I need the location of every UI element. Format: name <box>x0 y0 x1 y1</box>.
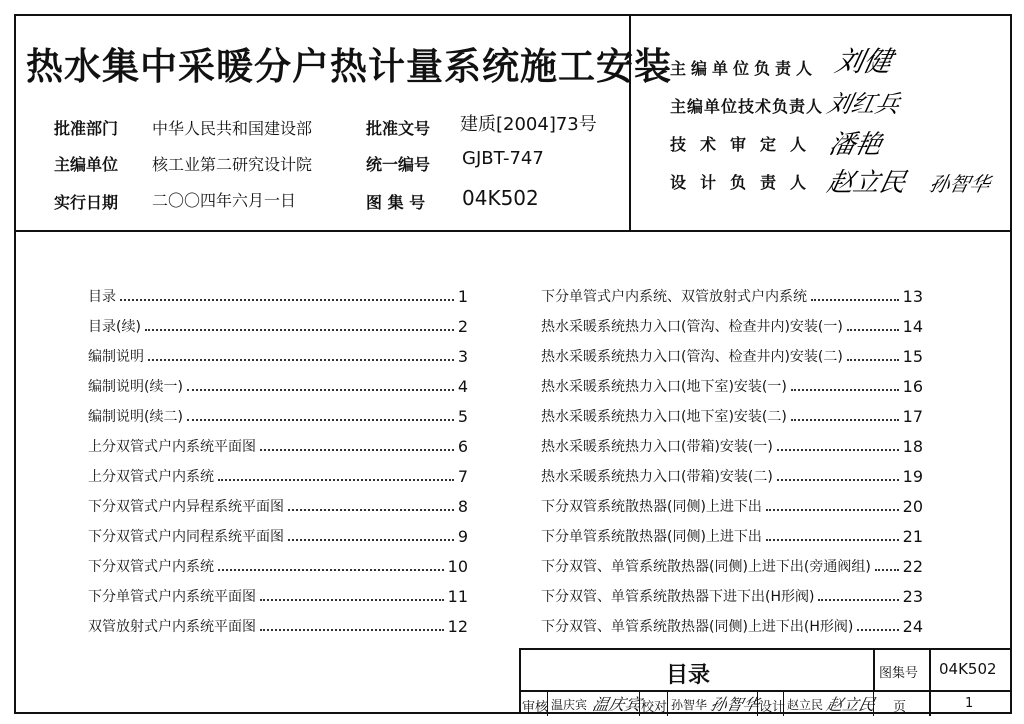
meta-label-editor-unit: 主编单位 <box>54 155 119 174</box>
meta-value-atlas-no: 04K502 <box>462 186 539 210</box>
toc-item[interactable]: 编制说明 3 <box>88 347 468 366</box>
check-name: 孙智华 <box>671 698 708 712</box>
signature-tech-chief: 刘红兵 <box>824 90 903 118</box>
design-name: 赵立民 <box>787 698 824 712</box>
meta-label-effective-date: 实行日期 <box>54 193 119 212</box>
resp-label-design-chief: 设计负责人 <box>670 173 821 192</box>
signature-chief-unit: 刘健 <box>832 45 896 78</box>
toc-item[interactable]: 下分双管式户内异程系统平面图 8 <box>88 497 468 516</box>
toc-item[interactable]: 目录 1 <box>88 287 468 306</box>
meta-value-approver: 中华人民共和国建设部 <box>152 119 313 138</box>
toc-item[interactable]: 下分双管、单管系统散热器(同侧)上进下出(H形阀) 24 <box>541 617 923 636</box>
design-label: 设计 <box>759 700 786 715</box>
atlas-title: 热水集中采暖分户热计量系统施工安装 <box>26 45 672 88</box>
review-label: 审核 <box>522 700 549 715</box>
toc-item[interactable]: 热水采暖系统热力入口(管沟、检查井内)安装(一) 14 <box>541 317 923 336</box>
toc-item[interactable]: 下分双管式户内系统 10 <box>88 557 468 576</box>
toc-item[interactable]: 双管放射式户内系统平面图 12 <box>88 617 468 636</box>
review-signature: 温庆宾 <box>590 695 643 714</box>
meta-label-atlas-no: 图 集 号 <box>366 193 426 212</box>
check-signature: 孙智华 <box>708 695 761 714</box>
page-label: 页 <box>893 700 907 715</box>
toc-item[interactable]: 上分双管式户内系统 7 <box>88 467 468 486</box>
signature-design-chief: 赵立民 <box>824 168 909 198</box>
toc-item[interactable]: 热水采暖系统热力入口(地下室)安装(一) 16 <box>541 377 923 396</box>
toc-item[interactable]: 热水采暖系统热力入口(带箱)安装(一) 18 <box>541 437 923 456</box>
meta-label-approval-no: 批准文号 <box>366 119 431 138</box>
toc-item[interactable]: 编制说明(续二) 5 <box>88 407 468 426</box>
toc-item[interactable]: 下分单管系统散热器(同侧)上进下出 21 <box>541 527 923 546</box>
toc-item[interactable]: 下分单管式户内系统、双管放射式户内系统 13 <box>541 287 923 306</box>
design-signature: 赵立民 <box>824 695 877 714</box>
review-name: 温庆宾 <box>551 698 588 712</box>
meta-label-unified-no: 统一编号 <box>366 155 431 174</box>
toc-item[interactable]: 下分双管、单管系统散热器(同侧)上进下出(旁通阀组) 22 <box>541 557 923 576</box>
page-number: 1 <box>965 696 974 711</box>
toc-item[interactable]: 热水采暖系统热力入口(带箱)安装(二) 19 <box>541 467 923 486</box>
signature-tech-reviewer: 潘艳 <box>826 130 885 160</box>
toc-item[interactable]: 下分单管式户内系统平面图 11 <box>88 587 468 606</box>
sheet-title: 目录 <box>666 663 711 688</box>
check-label: 校对 <box>641 700 668 715</box>
meta-value-editor-unit: 核工业第二研究设计院 <box>152 155 313 174</box>
toc-item[interactable]: 热水采暖系统热力入口(地下室)安装(二) 17 <box>541 407 923 426</box>
meta-value-approval-no: 建质[2004]73号 <box>460 114 597 135</box>
atlas-no-label: 图集号 <box>879 666 919 681</box>
toc-item[interactable]: 目录(续) 2 <box>88 317 468 336</box>
toc-item[interactable]: 下分双管系统散热器(同侧)上进下出 20 <box>541 497 923 516</box>
meta-value-unified-no: GJBT-747 <box>462 148 544 169</box>
atlas-no-value: 04K502 <box>939 660 997 678</box>
resp-label-tech-chief: 主编单位技术负责人 <box>670 97 824 116</box>
header-bottom-rule <box>14 230 1012 232</box>
toc-item[interactable]: 上分双管式户内系统平面图 6 <box>88 437 468 456</box>
meta-label-approver: 批准部门 <box>54 119 119 138</box>
toc-item[interactable]: 编制说明(续一) 4 <box>88 377 468 396</box>
toc-item[interactable]: 下分双管式户内同程系统平面图 9 <box>88 527 468 546</box>
title-block <box>519 648 1012 714</box>
signature-design-chief-2: 孙智华 <box>927 172 993 196</box>
toc-item[interactable]: 下分双管、单管系统散热器下进下出(H形阀) 23 <box>541 587 923 606</box>
meta-value-effective-date: 二〇〇四年六月一日 <box>152 191 297 210</box>
toc-item[interactable]: 热水采暖系统热力入口(管沟、检查井内)安装(二) 15 <box>541 347 923 366</box>
resp-label-chief-unit: 主编单位负责人 <box>670 59 818 78</box>
resp-label-tech-reviewer: 技术审定人 <box>670 135 821 154</box>
